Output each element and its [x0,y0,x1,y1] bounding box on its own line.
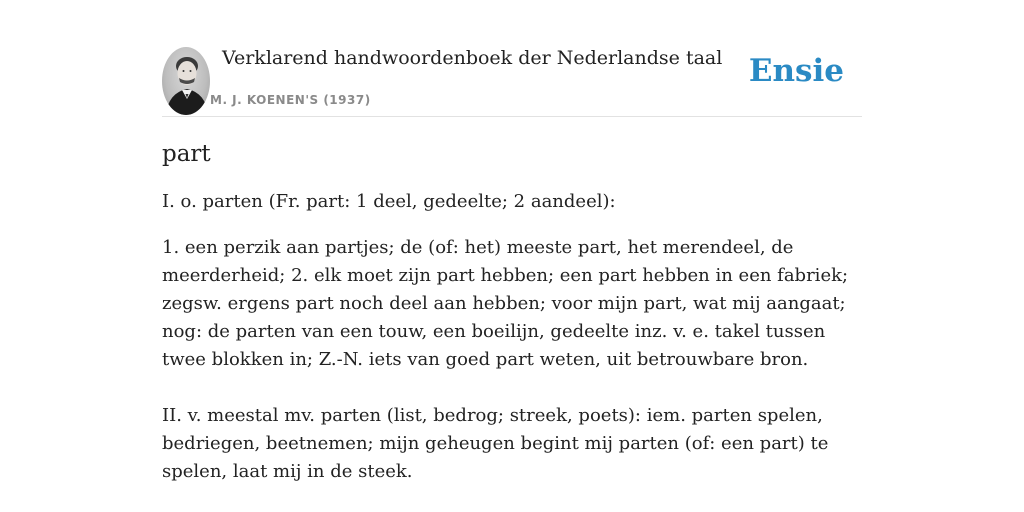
book-title: Verklarend handwoordenboek der Nederlandse taal [222,47,723,69]
dictionary-header [162,46,862,117]
entry-sense-2: II. v. meestal mv. parten (list, bedrog; streek, poets): iem. parten spelen, bedriegen, beetnemen; mijn geheugen begint mij parten (of: een part) te spelen, laat mij in de steek. [162,405,829,482]
entry-grammar: I. o. parten (Fr. part: 1 deel, gedeelte; 2 aandeel): [162,191,616,212]
author-portrait-icon [162,47,210,115]
entry-sense-1: 1. een perzik aan partjes; de (of: het) meeste part, het merendeel, de meerderheid; 2. elk moet zijn part hebben; een part hebben in een fabriek; zegsw. ergens part noch deel aan hebben; voor mijn part, wat mij aangaat; nog: de parten van een touw, een boeilijn, gedeelte inz. v. e. takel tussen twee blokken in; Z.-N. iets van goed part weten, uit betrouwbare bron. [162,237,849,370]
ensie-logo-link[interactable]: Ensie [748,53,844,89]
author-edition: M. J. KOENEN'S (1937) [210,93,371,107]
entry-headword: part [162,141,211,167]
entry-content [162,138,862,486]
